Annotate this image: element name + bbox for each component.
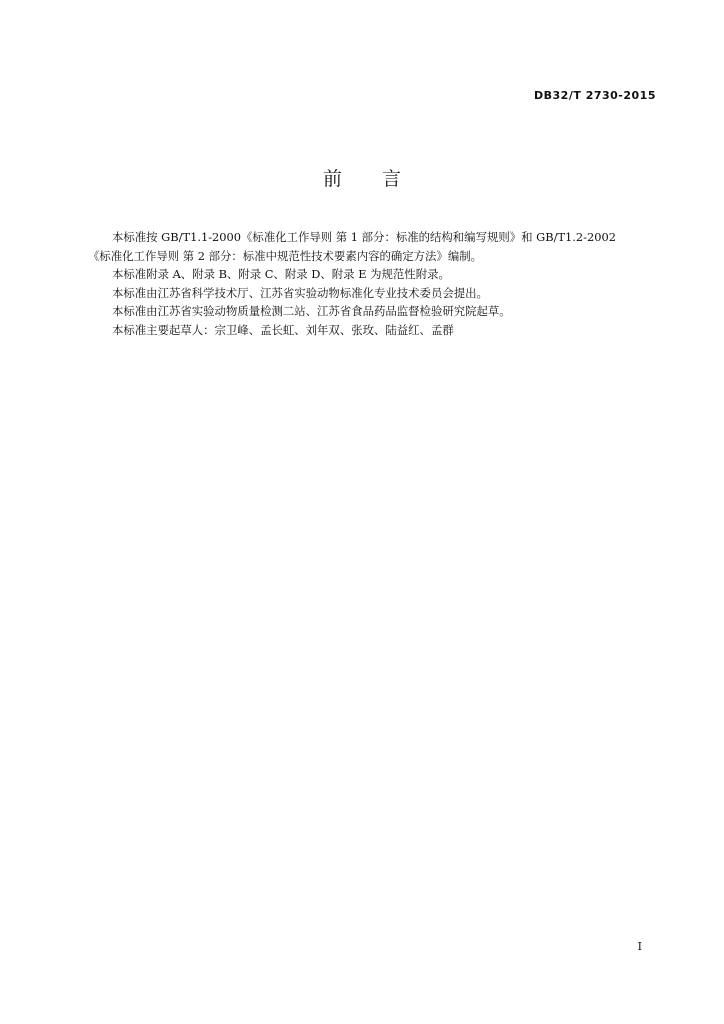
paragraph-drafted-by: 本标准由江苏省实验动物质量检测二站、江苏省食品药品监督检验研究院起草。 [112, 304, 511, 318]
paragraph-drafting-basis-line-2: 《标准化工作导则 第 2 部分：标准中规范性技术要素内容的确定方法》编制。 [88, 248, 483, 263]
paragraph-proposed-by: 本标准由江苏省科学技术厅、江苏省实验动物标准化专业技术委员会提出。 [112, 285, 488, 300]
paragraph-appendices: 本标准附录 A、附录 B、附录 C、附录 D、附录 E 为规范性附录。 [112, 267, 450, 281]
paragraph-drafting-basis-line-1: 本标准按 GB/T1.1-2000《标准化工作导则 第 1 部分：标准的结构和编写规则》和 GB/T1.2-2002 [112, 230, 617, 244]
foreword-body [88, 228, 660, 339]
standard-code-header: DB32/T 2730-2015 [534, 89, 656, 102]
page-title: 前言 [322, 168, 441, 190]
page-number: I [637, 940, 642, 953]
paragraph-main-drafters: 本标准主要起草人：宗卫峰、孟长虹、刘年双、张玫、陆益红、孟群 [112, 322, 454, 337]
